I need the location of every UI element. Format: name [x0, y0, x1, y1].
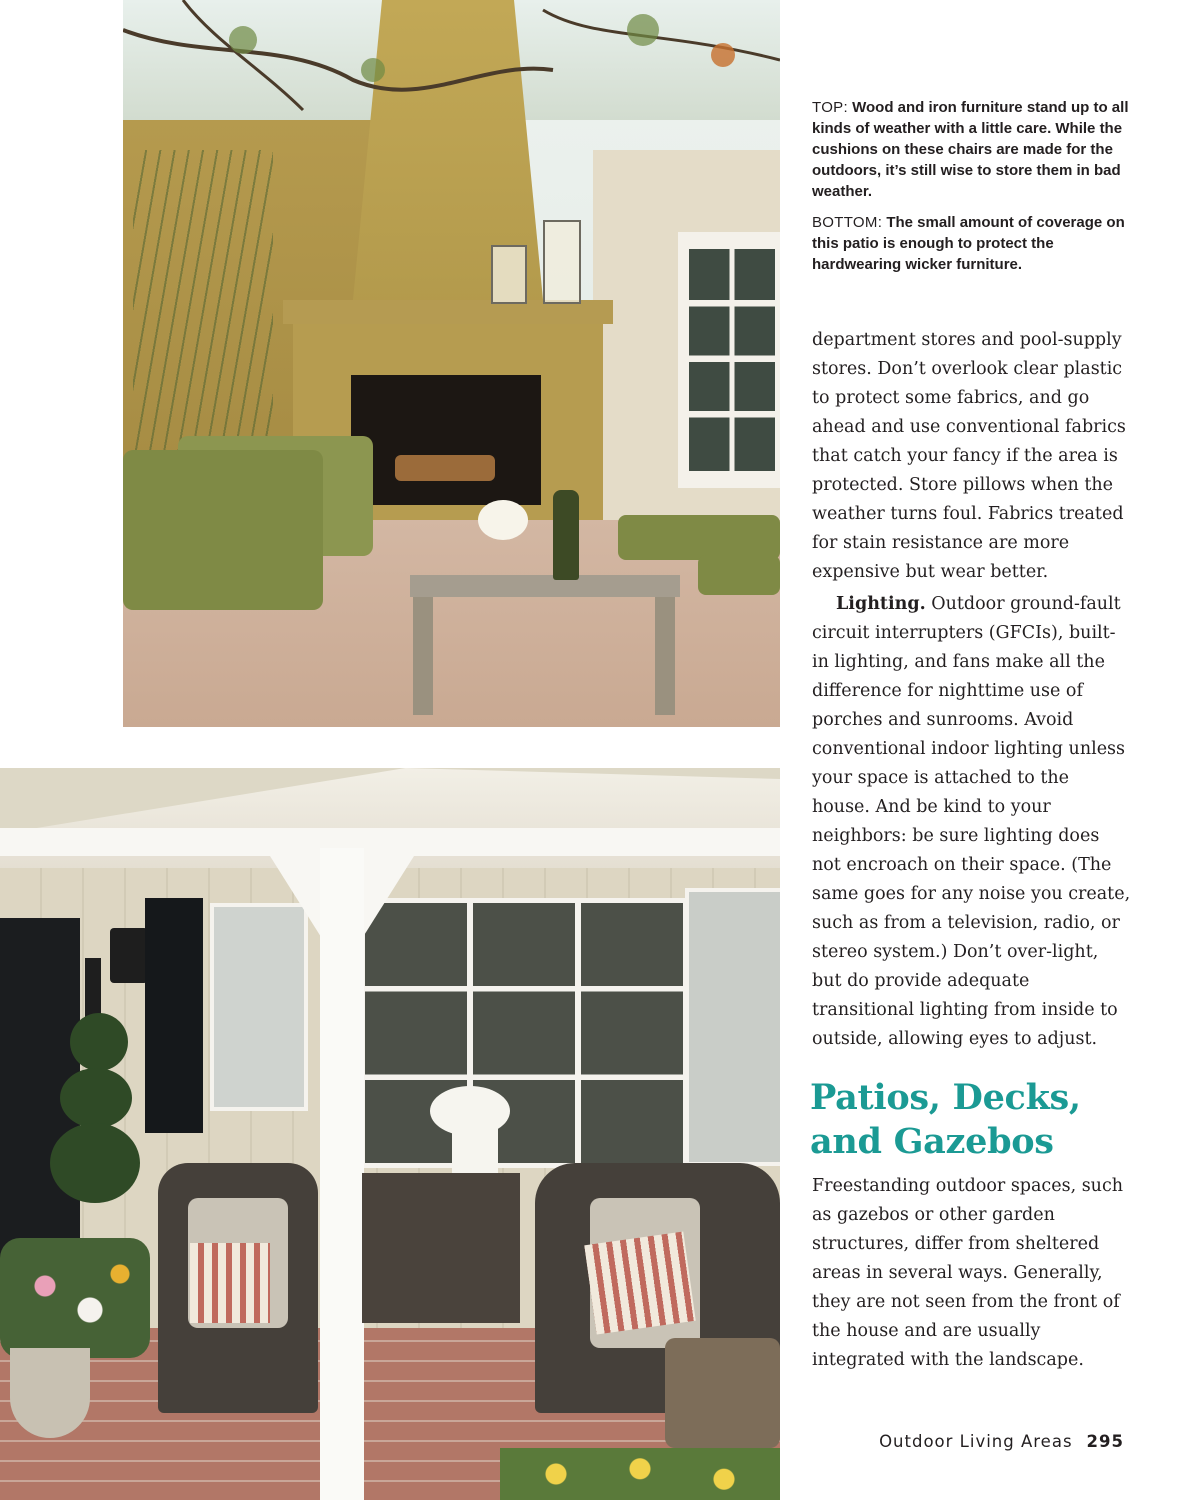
green-ottoman: [618, 515, 780, 560]
caption-bottom-text: The small amount of coverage on this patio is enough to protect the hardwearing wicker furniture.: [812, 214, 1125, 273]
diamond-pane-window: [210, 903, 308, 1111]
wicker-side-table: [362, 1173, 520, 1323]
picture-window: [360, 898, 688, 1168]
hurricane-candle: [491, 245, 527, 304]
firewood-logs: [395, 455, 495, 481]
page-footer: [879, 1432, 1124, 1451]
body-paragraph-freestanding: Freestanding outdoor spaces, such as gazebos or other garden structures, differ from sheltered areas in several ways. Generally, they are not seen from the front of the house and are usually integrated with the landscape.: [812, 1176, 1124, 1370]
stone-urn: [10, 1348, 90, 1438]
hurricane-candle: [543, 220, 581, 304]
top-photo-fireplace-patio: [123, 0, 780, 727]
wood-coffee-table: [410, 575, 680, 597]
white-hydrangea: [430, 1086, 510, 1136]
yellow-flowers: [500, 1448, 780, 1500]
striped-pillow: [584, 1231, 696, 1334]
green-ottoman: [698, 555, 780, 595]
lighting-paragraph-text: Outdoor ground-fault circuit interrupters (GFCIs), built-in lighting, and fans make all the difference for nighttime use of porches and sunrooms. Avoid conventional indoor lighting unless your space is attached to the house. And be kind to your neighbors: be sure lighting does not encroach on their space. (The same goes for any noise you create, such as from a television, radio, or stereo system.) Don’t over-light, but do provide adequate transitional lighting from inside to outside, allowing eyes to adjust.: [812, 594, 1131, 1049]
porch-post: [320, 848, 364, 1500]
lighting-run-in-heading: Lighting.: [836, 594, 926, 614]
bottom-photo-covered-porch: [0, 768, 780, 1500]
diamond-pane-window: [685, 888, 780, 1166]
caption-top: [812, 97, 1132, 202]
magnolia-flower: [478, 500, 528, 540]
coffee-table-legs: [413, 597, 675, 715]
black-shutter: [145, 898, 203, 1133]
page-number: 295: [1086, 1432, 1124, 1451]
striped-pillow: [190, 1243, 270, 1323]
green-bottle: [553, 490, 579, 580]
french-window: [678, 232, 780, 488]
tall-grass-plants: [133, 150, 273, 450]
topiary: [60, 1068, 132, 1128]
firebox: [351, 375, 541, 505]
porch-beam: [0, 828, 780, 856]
caption-top-label: TOP:: [812, 99, 848, 116]
body-paragraph-lighting: [812, 590, 1132, 1054]
green-cushion-chair: [123, 450, 323, 610]
topiary: [50, 1123, 140, 1203]
section-heading: Patios, Decks, and Gazebos: [810, 1077, 1081, 1162]
body-paragraph-fabrics: department stores and pool-supply stores. Don’t overlook clear plastic to protect some fabrics, and go ahead and use conventional fabrics that catch your fancy if the area is protected. Store pillows when the weather turns foul. Fabrics treated for stain resistance are more expensive but wear better.: [812, 330, 1126, 582]
caption-top-text: Wood and iron furniture stand up to all kinds of weather with a little care. While the cushions on these chairs are made for the outdoors, it’s still wise to store them in bad weather.: [812, 99, 1129, 200]
topiary: [70, 1013, 128, 1071]
caption-bottom-label: BOTTOM:: [812, 214, 883, 231]
wire-basket: [665, 1338, 780, 1448]
flower-planter: [0, 1238, 150, 1358]
wall-lantern: [110, 928, 148, 983]
house-number-plaque: [85, 958, 101, 1018]
caption-bottom: [812, 212, 1132, 275]
running-footer-section: Outdoor Living Areas: [879, 1432, 1073, 1451]
